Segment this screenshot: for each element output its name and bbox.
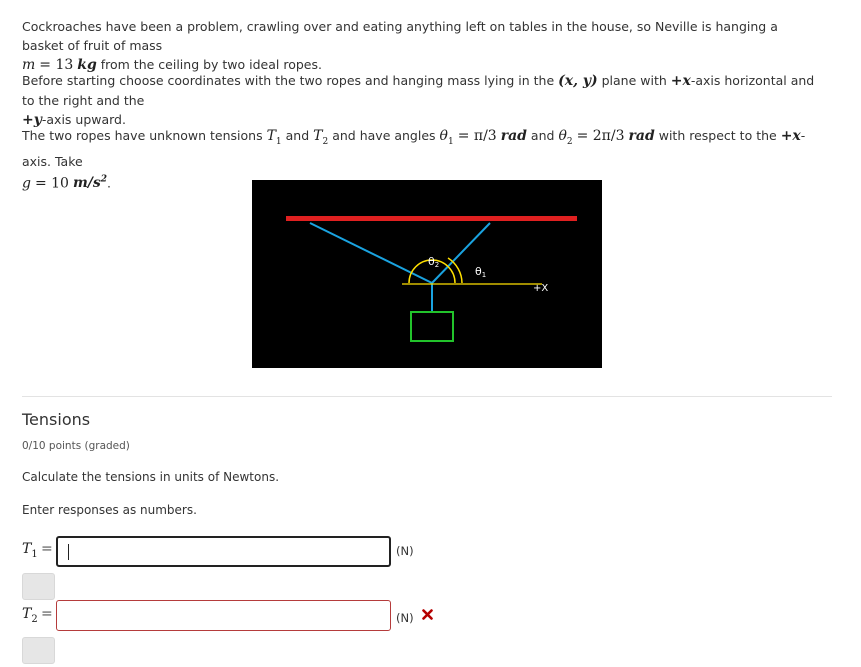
gravity-unit: $m/s^2$ xyxy=(72,174,108,192)
instructions: Calculate the tensions in units of Newtons. xyxy=(22,470,280,484)
t1-symbol: $T_1$ xyxy=(266,128,282,147)
t1-status-indicator xyxy=(22,573,55,600)
mass-symbol: m xyxy=(22,57,36,73)
t1-unit: (N) xyxy=(396,544,414,558)
mass-unit: kg xyxy=(77,57,97,73)
problem-text: Before starting choose coordinates with the two ropes and hanging mass lying in the xyxy=(22,73,555,88)
diagram-background xyxy=(252,180,602,368)
y-axis-symbol: +y xyxy=(22,112,42,128)
t2-symbol: $T_2$ xyxy=(313,128,329,147)
problem-text: Cockroaches have been a problem, crawling over and eating anything left on tables in the house, so Neville is hanging a basket of fruit of mass xyxy=(22,19,778,53)
gravity-value: = 10 xyxy=(34,175,69,192)
theta1-unit: rad xyxy=(500,128,527,144)
theta2-symbol: $\theta_2$ xyxy=(558,128,573,147)
diagram-svg xyxy=(252,180,602,368)
problem-text: -axis. Take xyxy=(22,128,806,169)
problem-paragraph-2 xyxy=(22,71,822,130)
theta1-value: = π/3 xyxy=(457,128,497,144)
t1-label: $T_1$ xyxy=(22,541,38,560)
problem-text: . xyxy=(107,175,111,191)
ceiling-bar xyxy=(286,216,577,221)
points-label: 0/10 points (graded) xyxy=(22,440,130,452)
hanging-mass-diagram xyxy=(252,180,602,368)
section-title: Tensions xyxy=(22,410,91,429)
problem-text: with respect to the xyxy=(658,128,777,143)
x-axis-symbol: +x xyxy=(780,128,801,144)
problem-paragraph-1 xyxy=(22,17,822,75)
x-axis-label: +X xyxy=(533,283,549,294)
problem-text: and xyxy=(530,128,555,143)
plane-symbol: (x, y) xyxy=(558,73,598,89)
mass-value: = 13 xyxy=(39,57,74,73)
problem-text: -axis horizontal and to the right and the xyxy=(22,73,815,108)
t2-unit: (N) xyxy=(396,611,414,625)
t1-equals: = xyxy=(41,541,53,557)
cross-icon xyxy=(422,609,433,620)
t1-input[interactable] xyxy=(56,536,391,567)
x-axis-symbol: +x xyxy=(670,73,691,89)
t2-equals: = xyxy=(41,606,53,622)
theta1-symbol: $\theta_1$ xyxy=(439,128,454,147)
theta2-label: θ2 xyxy=(428,255,440,269)
problem-text: plane with xyxy=(601,73,667,88)
problem-text: The two ropes have unknown tensions xyxy=(22,128,263,143)
theta1-label: θ1 xyxy=(475,265,487,279)
gravity-symbol: g xyxy=(22,175,31,192)
problem-text: and have angles xyxy=(332,128,436,143)
theta2-unit: rad xyxy=(628,128,655,144)
t2-input[interactable] xyxy=(56,600,391,631)
problem-text: and xyxy=(285,128,310,143)
problem-text: from the ceiling by two ideal ropes. xyxy=(100,57,322,72)
section-divider xyxy=(22,396,832,397)
t2-label: $T_2$ xyxy=(22,606,38,625)
t2-status-indicator xyxy=(22,637,55,664)
problem-text: -axis upward. xyxy=(41,112,126,127)
text-caret xyxy=(68,544,69,560)
theta2-value: = 2π/3 xyxy=(576,128,625,144)
response-format-note: Enter responses as numbers. xyxy=(22,503,197,517)
